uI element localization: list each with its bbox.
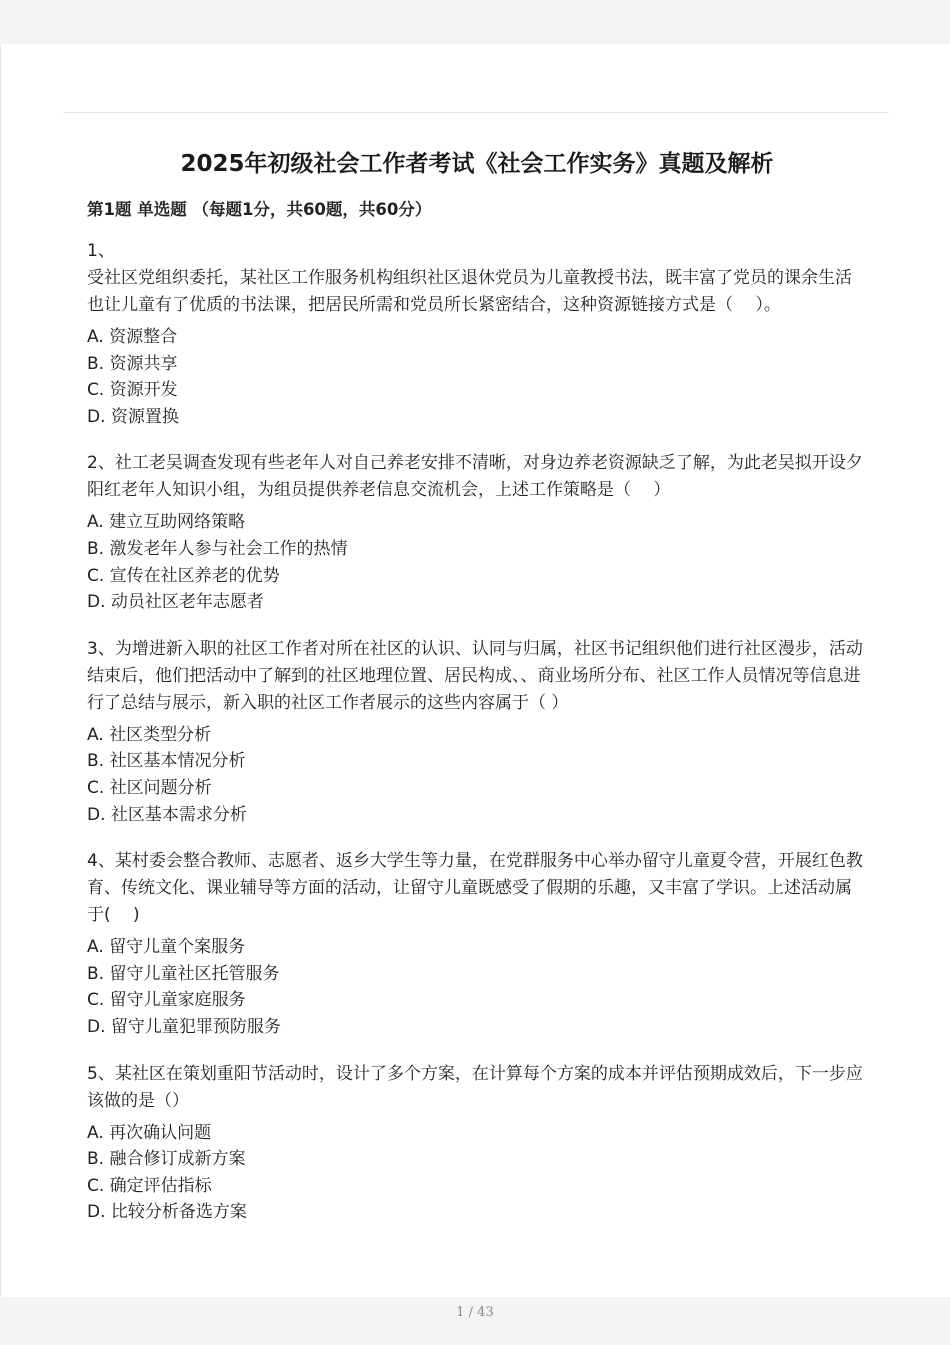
option-a: A. 留守儿童个案服务	[87, 937, 246, 958]
option-list	[87, 1120, 867, 1226]
option-list	[87, 324, 867, 430]
option-d: D. 资源置换	[87, 406, 179, 427]
question-text: 2、社工老吴调查发现有些老年人对自己养老安排不清晰，对身边养老资源缺乏了解，为此老吴拟开设夕阳红老年人知识小组，为组员提供养老信息交流机会，上述工作策略是（ ）	[87, 453, 863, 501]
question-number: 1、	[87, 241, 115, 261]
header-divider	[63, 112, 889, 113]
option-d: D. 比较分析备选方案	[87, 1202, 247, 1223]
option-b: B. 资源共享	[87, 353, 178, 374]
question-4	[87, 848, 867, 1040]
section-heading: 第1题 单选题 （每题1分，共60题，共60分）	[87, 200, 432, 219]
option-list	[87, 722, 867, 828]
option-d: D. 留守儿童犯罪预防服务	[87, 1016, 281, 1037]
question-3	[87, 636, 867, 828]
option-c: C. 确定评估指标	[87, 1175, 212, 1196]
option-b: B. 激发老年人参与社会工作的热情	[87, 538, 348, 559]
option-c: C. 社区问题分析	[87, 777, 212, 798]
question-2	[87, 450, 867, 615]
page-content	[87, 144, 867, 1226]
option-a: A. 资源整合	[87, 327, 178, 347]
option-b: B. 留守儿童社区托管服务	[87, 963, 280, 984]
page-title: 2025年初级社会工作者考试《社会工作实务》真题及解析	[180, 151, 774, 177]
question-text: 3、为增进新入职的社区工作者对所在社区的认识、认同与归属，社区书记组织他们进行社区漫步，活动结束后，他们把活动中了解到的社区地理位置、居民构成、、商业场所分布、社区工作人员情况等信息进行了总结与展示，新入职的社区工作者展示的这些内容属于（ ）	[87, 638, 863, 713]
question-text: 受社区党组织委托，某社区工作服务机构组织社区退休党员为儿童教授书法，既丰富了党员的课余生活也让儿童有了优质的书法课，把居民所需和党员所长紧密结合，这种资源链接方式是（ ）。	[87, 268, 852, 315]
option-c: C. 宣传在社区养老的优势	[87, 565, 280, 586]
option-list	[87, 509, 867, 615]
option-b: B. 融合修订成新方案	[87, 1149, 246, 1170]
document-page	[0, 44, 950, 1297]
option-c: C. 资源开发	[87, 380, 178, 401]
question-5	[87, 1061, 867, 1226]
option-list	[87, 934, 867, 1040]
option-a: A. 再次确认问题	[87, 1122, 212, 1143]
option-d: D. 动员社区老年志愿者	[87, 592, 264, 613]
question-text: 5、某社区在策划重阳节活动时，设计了多个方案，在计算每个方案的成本并评估预期成效后，下一步应该做的是（）	[87, 1063, 863, 1111]
question-1	[87, 238, 867, 430]
option-d: D. 社区基本需求分析	[87, 804, 247, 825]
option-a: A. 建立互助网络策略	[87, 512, 246, 533]
question-text: 4、某村委会整合教师、志愿者、返乡大学生等力量，在党群服务中心举办留守儿童夏令营，开展红色教育、传统文化、课业辅导等方面的活动，让留守儿童既感受了假期的乐趣，又丰富了学识。上述活动属于( )	[87, 851, 863, 926]
page-number: 1 / 43	[456, 1305, 494, 1320]
option-b: B. 社区基本情况分析	[87, 751, 246, 772]
option-a: A. 社区类型分析	[87, 724, 212, 745]
option-c: C. 留守儿童家庭服务	[87, 990, 246, 1011]
